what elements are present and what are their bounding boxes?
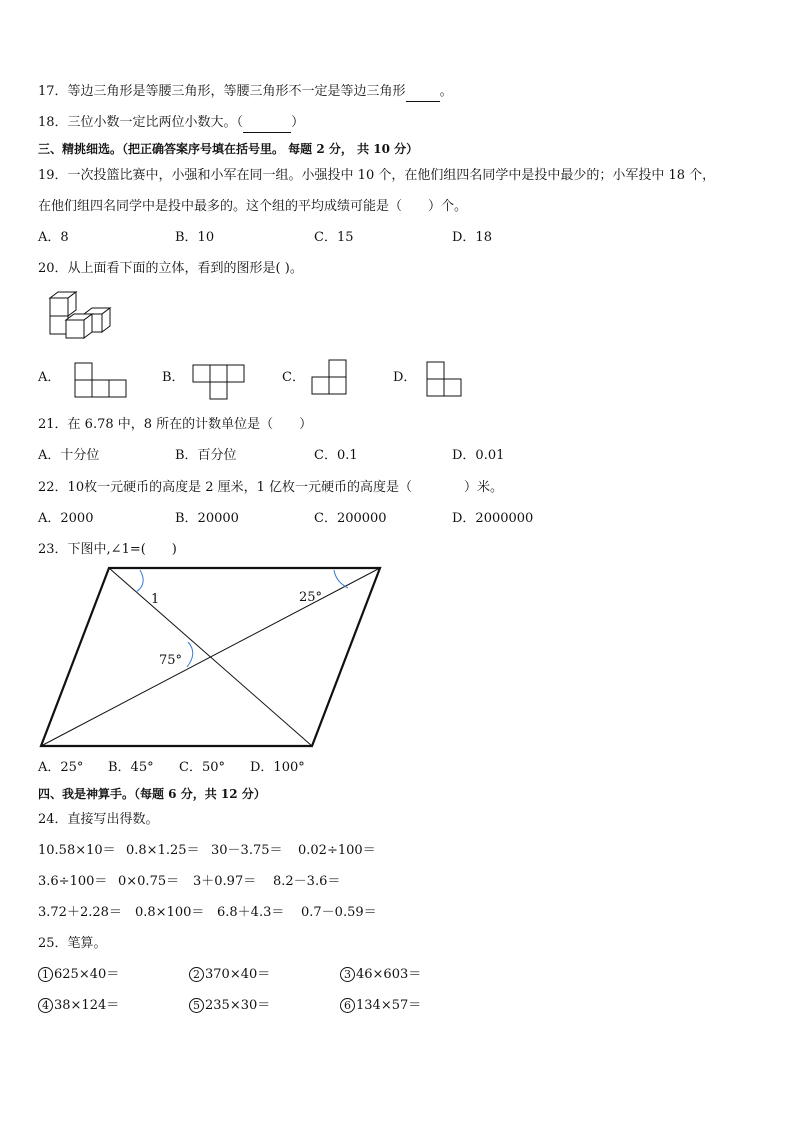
calc-item: 0.8×1.25＝ — [126, 843, 200, 858]
option-c[interactable]: C．0.1 — [314, 448, 358, 463]
written-calc-5 — [189, 997, 270, 1015]
circled-number: 5 — [189, 998, 204, 1013]
expression: 38×124＝ — [54, 998, 120, 1013]
question-number: 22． — [38, 480, 68, 495]
option-b[interactable]: B．百分位 — [175, 448, 237, 463]
circled-number: 1 — [38, 967, 53, 982]
calc-item: 0×0.75＝ — [118, 874, 180, 889]
question-number: 23． — [38, 542, 68, 557]
option-d[interactable]: D．100° — [250, 760, 305, 775]
option-a-label[interactable]: A． — [38, 370, 61, 385]
angle-1-label: 1 — [151, 592, 160, 607]
option-b[interactable]: B．20000 — [175, 511, 239, 526]
question-number: 25． — [38, 936, 68, 951]
question-text: 等边三角形是等腰三角形，等腰三角形不一定是等边三角形 — [67, 84, 406, 99]
option-d[interactable]: D．2000000 — [452, 511, 534, 526]
angle-25-arc — [334, 570, 348, 588]
option-a[interactable]: A．十分位 — [38, 448, 100, 463]
question-24 — [38, 811, 159, 829]
calc-item: 3.6÷100＝ — [38, 874, 108, 889]
expression: 46×603＝ — [356, 967, 422, 982]
punct: ） — [291, 115, 305, 130]
angle-25-label: 25° — [299, 590, 323, 605]
circled-number: 6 — [340, 998, 355, 1013]
option-d[interactable]: D．0.01 — [452, 448, 505, 463]
written-calc-6 — [340, 997, 421, 1015]
diagonal-2 — [41, 568, 380, 746]
question-text: 从上面看下面的立体，看到的图形是( )。 — [67, 261, 303, 276]
calc-item: 0.7－0.59＝ — [301, 905, 377, 920]
circled-number: 2 — [189, 967, 204, 982]
written-calc-4 — [38, 997, 119, 1015]
question-text: 在 6.78 中，8 所在的计数单位是（ ） — [67, 417, 313, 432]
circled-number: 3 — [340, 967, 355, 982]
angle-75-arc — [187, 642, 193, 667]
question-number: 17． — [38, 84, 68, 99]
circled-number: 4 — [38, 998, 53, 1013]
question-number: 21． — [38, 417, 68, 432]
section-4-title: 四、我是神算手。（每题 6 分，共 12 分） — [38, 787, 266, 801]
question-25 — [38, 935, 107, 953]
written-calc-2 — [189, 966, 270, 984]
calc-item: 3.72＋2.28＝ — [38, 905, 122, 920]
calc-item: 0.02÷100＝ — [298, 843, 376, 858]
question-text: 10枚一元硬币的高度是 2 厘米，1 亿枚一元硬币的高度是（ ）米。 — [67, 480, 504, 495]
option-c[interactable]: C．15 — [314, 230, 354, 245]
punct: 。 — [439, 84, 453, 99]
option-a[interactable]: A．2000 — [38, 511, 94, 526]
calc-item: 6.8＋4.3＝ — [217, 905, 285, 920]
question-text: 一次投篮比赛中，小强和小军在同一组。小强投中 10 个，在他们组四名同学中是投中最少的；小军投中 18 个， — [67, 168, 716, 183]
option-b[interactable]: B．45° — [108, 760, 154, 775]
option-d-label[interactable]: D． — [393, 370, 417, 385]
option-b-label[interactable]: B． — [162, 370, 185, 385]
question-number: 20． — [38, 261, 68, 276]
question-text: 笔算。 — [67, 936, 107, 951]
written-calc-1 — [38, 966, 119, 984]
calc-item: 0.8×100＝ — [135, 905, 205, 920]
section-3-title: 三、精挑细选。（把正确答案序号填在括号里。 每题 2 分， 共 10 分） — [38, 142, 419, 156]
calc-item: 30－3.75＝ — [211, 843, 283, 858]
question-number: 19． — [38, 168, 68, 183]
angle-1-arc — [136, 570, 143, 592]
option-d[interactable]: D．18 — [452, 230, 492, 245]
option-a[interactable]: A．8 — [38, 230, 69, 245]
option-b[interactable]: B．10 — [175, 230, 215, 245]
option-c[interactable]: C．200000 — [314, 511, 387, 526]
option-c[interactable]: C．50° — [179, 760, 225, 775]
written-calc-3 — [340, 966, 421, 984]
calc-item: 10.58×10＝ — [38, 843, 116, 858]
question-19-line2: 在他们组四名同学中是投中最多的。这个组的平均成绩可能是（ ）个。 — [38, 199, 468, 214]
expression: 134×57＝ — [356, 998, 422, 1013]
calc-item: 3＋0.97＝ — [193, 874, 257, 889]
expression: 370×40＝ — [205, 967, 271, 982]
question-text: 下图中,∠1=( ) — [67, 542, 177, 557]
question-text: 直接写出得数。 — [67, 812, 159, 827]
angle-75-label: 75° — [159, 653, 183, 668]
question-text: 三位小数一定比两位小数大。（ — [67, 115, 244, 130]
option-c-label[interactable]: C． — [282, 370, 305, 385]
option-a[interactable]: A．25° — [38, 760, 84, 775]
expression: 625×40＝ — [54, 967, 120, 982]
expression: 235×30＝ — [205, 998, 271, 1013]
question-number: 24． — [38, 812, 68, 827]
question-number: 18． — [38, 115, 68, 130]
calc-item: 8.2－3.6＝ — [273, 874, 341, 889]
